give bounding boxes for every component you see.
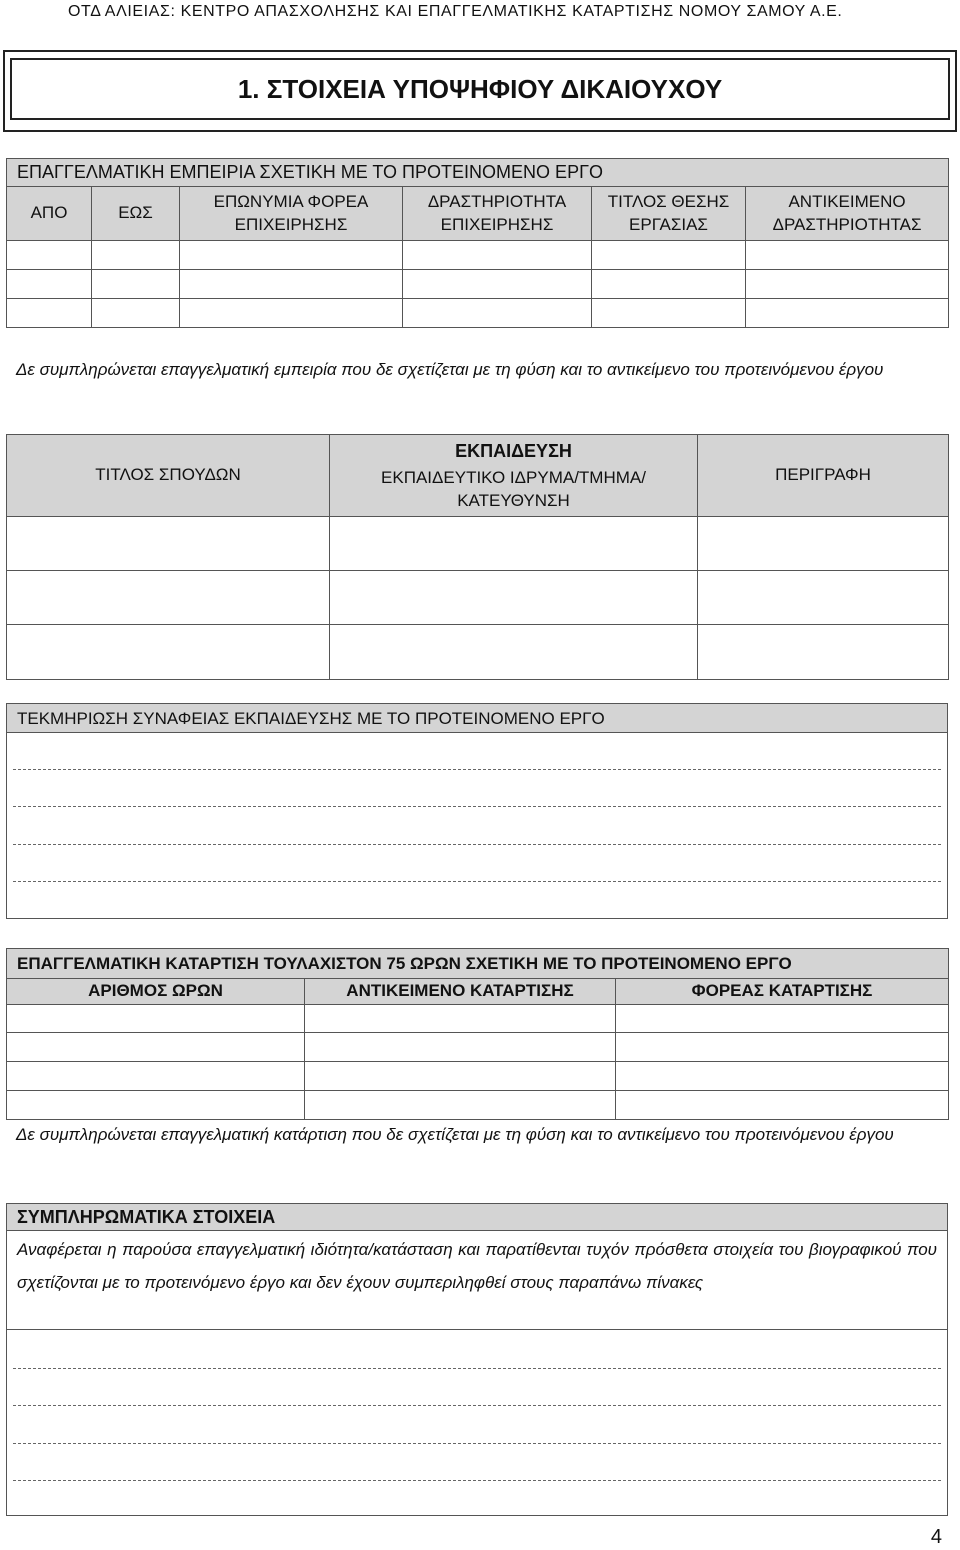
table-cell[interactable] [7,625,330,680]
table-cell[interactable] [616,1033,949,1062]
col-institution: ΕΚΠΑΙΔΕΥΤΙΚΟ ΙΔΡΥΜΑ/ΤΜΗΜΑ/ΚΑΤΕΥΘΥΝΣΗ [381,468,646,511]
additional-description: Αναφέρεται η παρούσα επαγγελματική ιδιότητα/κατάσταση και παρατίθενται τυχόν πρόσθετα στοιχεία του βιογραφικού που σχετίζονται με το προτεινόμενο έργο και δεν έχουν συμπεριληφθεί στους παραπάνω πίνακες [6,1230,948,1330]
dashed-line [13,844,941,845]
col-activity-subject: ΑΝΤΙΚΕΙΜΕΝΟ ΔΡΑΣΤΗΡΙΟΤΗΤΑΣ [746,187,949,241]
col-job-title: ΤΙΤΛΟΣ ΘΕΣΗΣ ΕΡΓΑΣΙΑΣ [592,187,746,241]
table-row [7,1062,949,1091]
table-cell[interactable] [698,571,949,625]
dashed-line [13,881,941,882]
table-cell[interactable] [746,270,949,299]
table-row [7,1005,949,1033]
col-degree-title: ΤΙΤΛΟΣ ΣΠΟΥΔΩΝ [7,435,330,517]
table-row [7,299,949,328]
education-title: ΕΚΠΑΙΔΕΥΣΗ [455,441,572,461]
table-row [7,571,949,625]
table-cell[interactable] [180,299,403,328]
dashed-line [13,1480,941,1481]
table-cell[interactable] [746,299,949,328]
education-table [6,434,949,680]
table-row [7,517,949,571]
table-cell[interactable] [592,241,746,270]
table-cell[interactable] [592,270,746,299]
table-cell[interactable] [746,241,949,270]
col-from: ΑΠΟ [7,187,92,241]
dashed-line [13,806,941,807]
experience-note: Δε συμπληρώνεται επαγγελματική εμπειρία που δε σχετίζεται με τη φύση και το αντικείμενο του προτεινόμενου έργου [16,360,884,379]
relevance-field[interactable] [6,732,948,919]
table-row [7,270,949,299]
training-table [6,948,949,1120]
col-to: ΕΩΣ [92,187,180,241]
table-row [7,1091,949,1120]
experience-title: ΕΠΑΓΓΕΛΜΑΤΙΚΗ ΕΜΠΕΙΡΙΑ ΣΧΕΤΙΚΗ ΜΕ ΤΟ ΠΡΟΤΕΙΝΟΜΕΝΟ ΕΡΓΟ [7,159,949,187]
table-cell[interactable] [330,625,698,680]
col-company-name: ΕΠΩΝΥΜΙΑ ΦΟΡΕΑ ΕΠΙΧΕΙΡΗΣΗΣ [180,187,403,241]
dashed-line [13,1405,941,1406]
table-cell[interactable] [616,1091,949,1120]
additional-field[interactable] [6,1329,948,1516]
table-cell[interactable] [180,241,403,270]
table-cell[interactable] [305,1033,616,1062]
dashed-line [13,769,941,770]
table-row [7,1033,949,1062]
dashed-line [13,1443,941,1444]
table-cell[interactable] [305,1091,616,1120]
table-cell[interactable] [698,517,949,571]
table-cell[interactable] [92,270,180,299]
table-cell[interactable] [305,1005,616,1033]
education-header-cell [330,435,698,517]
dashed-line [13,1368,941,1369]
table-cell[interactable] [7,241,92,270]
additional-title: ΣΥΜΠΛΗΡΩΜΑΤΙΚΑ ΣΤΟΙΧΕΙΑ [6,1203,948,1231]
table-row [7,625,949,680]
table-cell[interactable] [7,571,330,625]
col-description: ΠΕΡΙΓΡΑΦΗ [698,435,949,517]
document-header: ΟΤΔ ΑΛΙΕΙΑΣ: ΚΕΝΤΡΟ ΑΠΑΣΧΟΛΗΣΗΣ ΚΑΙ ΕΠΑΓΓΕΛΜΑΤΙΚΗΣ ΚΑΤΑΡΤΙΣΗΣ ΝΟΜΟΥ ΣΑΜΟΥ Α.Ε. [68,3,843,20]
table-cell[interactable] [616,1062,949,1091]
table-cell[interactable] [180,270,403,299]
table-cell[interactable] [616,1005,949,1033]
table-cell[interactable] [92,299,180,328]
col-training-subject: ΑΝΤΙΚΕΙΜΕΝΟ ΚΑΤΑΡΤΙΣΗΣ [305,979,616,1005]
table-cell[interactable] [7,1033,305,1062]
table-cell[interactable] [7,517,330,571]
table-cell[interactable] [305,1062,616,1091]
table-row [7,241,949,270]
table-cell[interactable] [698,625,949,680]
training-note: Δε συμπληρώνεται επαγγελματική κατάρτιση που δε σχετίζεται με τη φύση και το αντικείμενο του προτεινόμενου έργου [16,1125,894,1144]
training-title: ΕΠΑΓΓΕΛΜΑΤΙΚΗ ΚΑΤΑΡΤΙΣΗ ΤΟΥΛΑΧΙΣΤΟΝ 75 ΩΡΩΝ ΣΧΕΤΙΚΗ ΜΕ ΤΟ ΠΡΟΤΕΙΝΟΜΕΝΟ ΕΡΓΟ [7,949,949,979]
experience-table [6,158,949,328]
col-training-provider: ΦΟΡΕΑΣ ΚΑΤΑΡΤΙΣΗΣ [616,979,949,1005]
page-number: 4 [930,1526,942,1548]
table-cell[interactable] [403,270,592,299]
table-cell[interactable] [7,1062,305,1091]
table-cell[interactable] [330,517,698,571]
col-company-activity: ΔΡΑΣΤΗΡΙΟΤΗΤΑ ΕΠΙΧΕΙΡΗΣΗΣ [403,187,592,241]
table-cell[interactable] [330,571,698,625]
section-title: 1. ΣΤΟΙΧΕΙΑ ΥΠΟΨΗΦΙΟΥ ΔΙΚΑΙΟΥΧΟΥ [10,58,950,120]
col-hours: ΑΡΙΘΜΟΣ ΩΡΩΝ [7,979,305,1005]
table-cell[interactable] [403,241,592,270]
table-cell[interactable] [7,299,92,328]
relevance-title: ΤΕΚΜΗΡΙΩΣΗ ΣΥΝΑΦΕΙΑΣ ΕΚΠΑΙΔΕΥΣΗΣ ΜΕ ΤΟ ΠΡΟΤΕΙΝΟΜΕΝΟ ΕΡΓΟ [6,703,948,733]
table-cell[interactable] [7,1091,305,1120]
table-cell[interactable] [403,299,592,328]
table-cell[interactable] [7,270,92,299]
table-cell[interactable] [92,241,180,270]
table-cell[interactable] [592,299,746,328]
table-cell[interactable] [7,1005,305,1033]
